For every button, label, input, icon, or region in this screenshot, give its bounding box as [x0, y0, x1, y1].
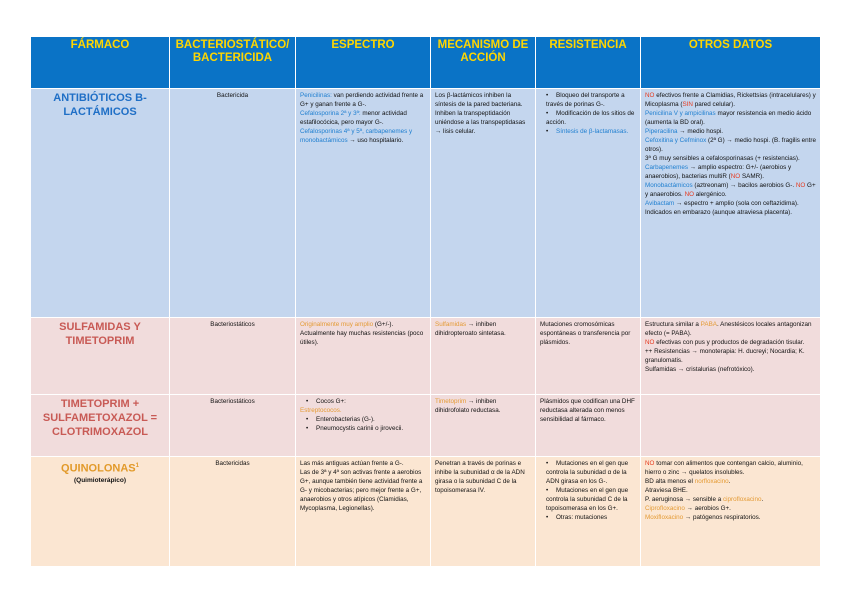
text-run: NO — [684, 191, 695, 198]
text-run: alergénico. — [694, 191, 727, 198]
text-run: → aerobios G+. — [684, 505, 731, 512]
text-run: Las más antiguas actúan frente a G-. — [300, 460, 404, 467]
text-run: → espectro + amplio (sola con ceftazidima). — [674, 200, 799, 207]
cell-paragraph — [645, 163, 816, 181]
bacteriostatic-cell: Bactericida — [170, 89, 296, 318]
cell-paragraph — [645, 91, 816, 109]
text-run: Mutaciones en el gen que controla la subunidad C de la topoisomerasa en los G+. — [546, 487, 629, 512]
text-run: → amplio espectro: G+/- (aerobios y anaerobios), bacterias multiR ( — [645, 164, 792, 180]
text-run: Penicilina V y ampicilinas — [645, 110, 716, 117]
espectro-cell — [296, 318, 431, 395]
text-run: BD alta menos el — [645, 478, 695, 485]
cell-paragraph — [645, 365, 816, 374]
text-run: Ciprofloxacino — [645, 505, 685, 512]
footnote-marker: 1 — [135, 463, 139, 469]
text-run: Estructura similar a — [645, 321, 701, 328]
text-run: Indicados en embarazo (aunque atraviesa placenta). — [645, 209, 793, 216]
text-run: Monobactámicos — [645, 182, 693, 189]
text-run: P. aeruginosa → sensible a — [645, 496, 723, 503]
header-bacteriostatico: BACTERIOSTÁTICO/ BACTERICIDA — [170, 37, 296, 89]
text-run: NO — [730, 173, 741, 180]
text-run: mayor resistencia en medio ácido (aumenta la BD oral). — [645, 110, 812, 126]
cell-paragraph — [300, 459, 426, 468]
cell-paragraph — [645, 477, 816, 486]
table-row — [31, 395, 821, 457]
mecanismo-cell — [431, 318, 536, 395]
text-run: SIN — [682, 101, 693, 108]
text-run: menor actividad estafilocócica, pero mayor G-. — [300, 110, 407, 126]
cell-paragraph — [645, 513, 816, 522]
cell-paragraph — [645, 486, 816, 495]
mecanismo-cell: Penetran a través de porinas e inhibe la subunidad α de la ADN girasa o la subunidad C de la topoisomerasa IV. — [431, 457, 536, 567]
text-run: . — [761, 496, 764, 503]
text-run: ciprofloxacino — [722, 496, 762, 503]
cell-paragraph — [540, 127, 636, 136]
cell-paragraph — [300, 127, 426, 145]
text-run: NO — [645, 92, 655, 99]
cell-paragraph — [540, 486, 636, 513]
text-run: pared celular). — [692, 101, 735, 108]
otros-cell — [641, 395, 821, 457]
text-run: → patógenos respiratorios. — [683, 514, 761, 521]
resistencia-cell — [536, 89, 641, 318]
text-run: Sulfamidas → cristalurias (nefrotóxico). — [645, 366, 755, 373]
header-otros-datos: OTROS DATOS — [641, 37, 821, 89]
text-run: Atraviesa BHE. — [645, 487, 688, 494]
text-run: G+ y anaerobios. — [645, 182, 816, 198]
drug-name — [31, 318, 170, 395]
drug-name — [31, 89, 170, 318]
text-run: → uso hospitalario. — [347, 137, 404, 144]
text-run: (2ª G) → medio hospi. (B. fragilis entre otros). — [645, 137, 817, 153]
text-run: van perdiendo actividad frente a G+ y ganan frente a G-. — [300, 92, 424, 108]
espectro-cell — [296, 89, 431, 318]
drug-name-text: QUINOLONAS — [61, 462, 136, 475]
mecanismo-cell: Los β-lactámicos inhiben la síntesis de la pared bacteriana. Inhiben la transpeptidación uniéndose a las transpeptidasas → lisis celular. — [431, 89, 536, 318]
otros-cell — [641, 457, 821, 567]
cell-paragraph — [645, 154, 816, 163]
header-mecanismo: MECANISMO DE ACCIÓN — [431, 37, 536, 89]
cell-paragraph — [645, 181, 816, 199]
text-run: Enterobacterias (G-). — [316, 416, 375, 423]
cell-paragraph — [300, 91, 426, 109]
cell-paragraph — [540, 91, 636, 109]
text-run: SAMR). — [740, 173, 764, 180]
text-run: Originalmente muy amplio — [300, 321, 374, 328]
table-row — [31, 457, 821, 567]
cell-paragraph — [300, 468, 426, 513]
text-run: Carbapenemes — [645, 164, 689, 171]
text-run: Bloqueo del transporte a través de porinas G-. — [546, 92, 625, 108]
header-row — [31, 37, 821, 89]
text-run: Plásmidos que codifican una DHF reductasa alterada con menos sensibilidad al fármaco. — [540, 398, 635, 423]
drug-name — [31, 395, 170, 457]
cell-paragraph — [540, 320, 636, 347]
text-run: PABA — [700, 321, 717, 328]
cell-paragraph — [300, 320, 426, 347]
cell-paragraph — [540, 459, 636, 486]
cell-paragraph — [645, 127, 816, 136]
espectro-cell — [296, 395, 431, 457]
text-run: Estreptococos. — [300, 407, 342, 414]
text-run: ++ Resistencias → monoterapia: H. ducreyi; Nocardia; K. granulomatis. — [645, 348, 805, 364]
text-run: Las de 3ª y 4ª son activas frente a aerobios G+, aunque también tiene actividad frente a G- y micobacterias; pero mejor frente a G+, anaerobios y otros atípicos (Clamidias, Mycoplasma, Legionellas). — [300, 469, 423, 512]
drug-name-text: TIMETOPRIM + SULFAMETOXAZOL = CLOTRIMOXAZOL — [42, 398, 158, 438]
cell-paragraph — [540, 397, 636, 424]
cell-paragraph — [300, 109, 426, 127]
text-run: Piperacilina — [645, 128, 678, 135]
espectro-cell — [296, 457, 431, 567]
cell-paragraph — [645, 208, 816, 217]
text-run: (aztreonam) → bacilos aerobios G-. — [692, 182, 796, 189]
resistencia-cell — [536, 395, 641, 457]
bacteriostatic-cell: Bacteriostáticos — [170, 318, 296, 395]
cell-paragraph — [300, 424, 426, 433]
cell-paragraph — [645, 109, 816, 127]
text-run: 3ª G muy sensibles a cefalosporinasas (+ resistencias). — [645, 155, 800, 162]
resistencia-cell — [536, 457, 641, 567]
text-run: Cocos G+: — [316, 398, 346, 405]
text-run: tomar con alimentos que contengan calcio, aluminio, hierro o zinc → quelatos insolubles. — [645, 460, 803, 476]
text-run: Avibactam — [645, 200, 675, 207]
cell-paragraph — [645, 347, 816, 365]
text-run: Mutaciones cromosómicas espontáneas o transferencia por plásmidos. — [540, 321, 631, 346]
text-run: efectivas con pus y productos de degradación tisular. — [654, 339, 805, 346]
text-run: NO — [645, 460, 655, 467]
text-run: Pneumocystis carinii o jirovecii. — [316, 425, 404, 432]
drug-name-text: ANTIBIÓTICOS B-LACTÁMICOS — [53, 92, 147, 118]
cell-paragraph — [645, 199, 816, 208]
cell-paragraph — [540, 109, 636, 127]
text-run: Otras: mutaciones — [556, 514, 608, 521]
mecanismo-cell — [431, 395, 536, 457]
text-run: Síntesis de β-lactamasas. — [556, 128, 629, 135]
resistencia-cell — [536, 318, 641, 395]
header-espectro: ESPECTRO — [296, 37, 431, 89]
text-run: Cefoxitina y Cefminox — [645, 137, 707, 144]
cell-paragraph — [645, 136, 816, 154]
cell-paragraph — [645, 459, 816, 477]
text-run: → inhiben dihidropteroato sintetasa. — [435, 321, 506, 337]
cell-paragraph — [645, 320, 816, 338]
text-run: . Anestésicos locales antagonizan efecto (= PABA). — [645, 321, 812, 337]
drug-table — [30, 36, 821, 567]
text-run: NO — [795, 182, 806, 189]
cell-paragraph — [300, 397, 426, 406]
text-run: efectivos frente a Clamidias, Rickettsias (intracelulares) y Micoplasma ( — [645, 92, 816, 108]
header-farmaco: FÁRMACO — [31, 37, 170, 89]
text-run: . — [728, 478, 731, 485]
text-run: Cefalosporinas 4ª y 5ª, carbapenemes y monobactámicos — [300, 128, 413, 144]
text-run: Modificación de los sitios de acción. — [546, 110, 635, 126]
table-row — [31, 89, 821, 318]
cell-paragraph — [540, 513, 636, 522]
text-run: (G+/-). Actualmente hay muchas resistencias (poco útiles). — [300, 321, 424, 346]
cell-paragraph — [645, 504, 816, 513]
text-run: norfloxacino — [694, 478, 729, 485]
text-run: NO — [645, 339, 655, 346]
text-run: → medio hospi. — [677, 128, 724, 135]
bacteriostatic-cell: Bacteriostáticos — [170, 395, 296, 457]
cell-paragraph — [645, 338, 816, 347]
header-resistencia: RESISTENCIA — [536, 37, 641, 89]
drug-name — [31, 457, 170, 567]
cell-paragraph — [300, 415, 426, 424]
otros-cell — [641, 318, 821, 395]
text-run: Timetoprim — [435, 398, 467, 405]
text-run: Moxifloxacino — [645, 514, 684, 521]
cell-paragraph — [645, 495, 816, 504]
text-run: → inhiben dihidrofolato reductasa. — [435, 398, 501, 414]
text-run: Penicilinas: — [300, 92, 332, 99]
drug-subtitle: (Quimioterápico) — [73, 476, 126, 484]
drug-name-text: SULFAMIDAS Y TIMETOPRIM — [59, 321, 141, 347]
text-run: Sulfamidas — [435, 321, 467, 328]
text-run: Cefalosporina 2ª y 3ª: — [300, 110, 361, 117]
bacteriostatic-cell: Bactericidas — [170, 457, 296, 567]
table-row — [31, 318, 821, 395]
cell-paragraph — [300, 406, 426, 415]
text-run: Mutaciones en el gen que controla la subunidad α de la ADN girasa en los G-. — [546, 460, 629, 485]
otros-cell — [641, 89, 821, 318]
